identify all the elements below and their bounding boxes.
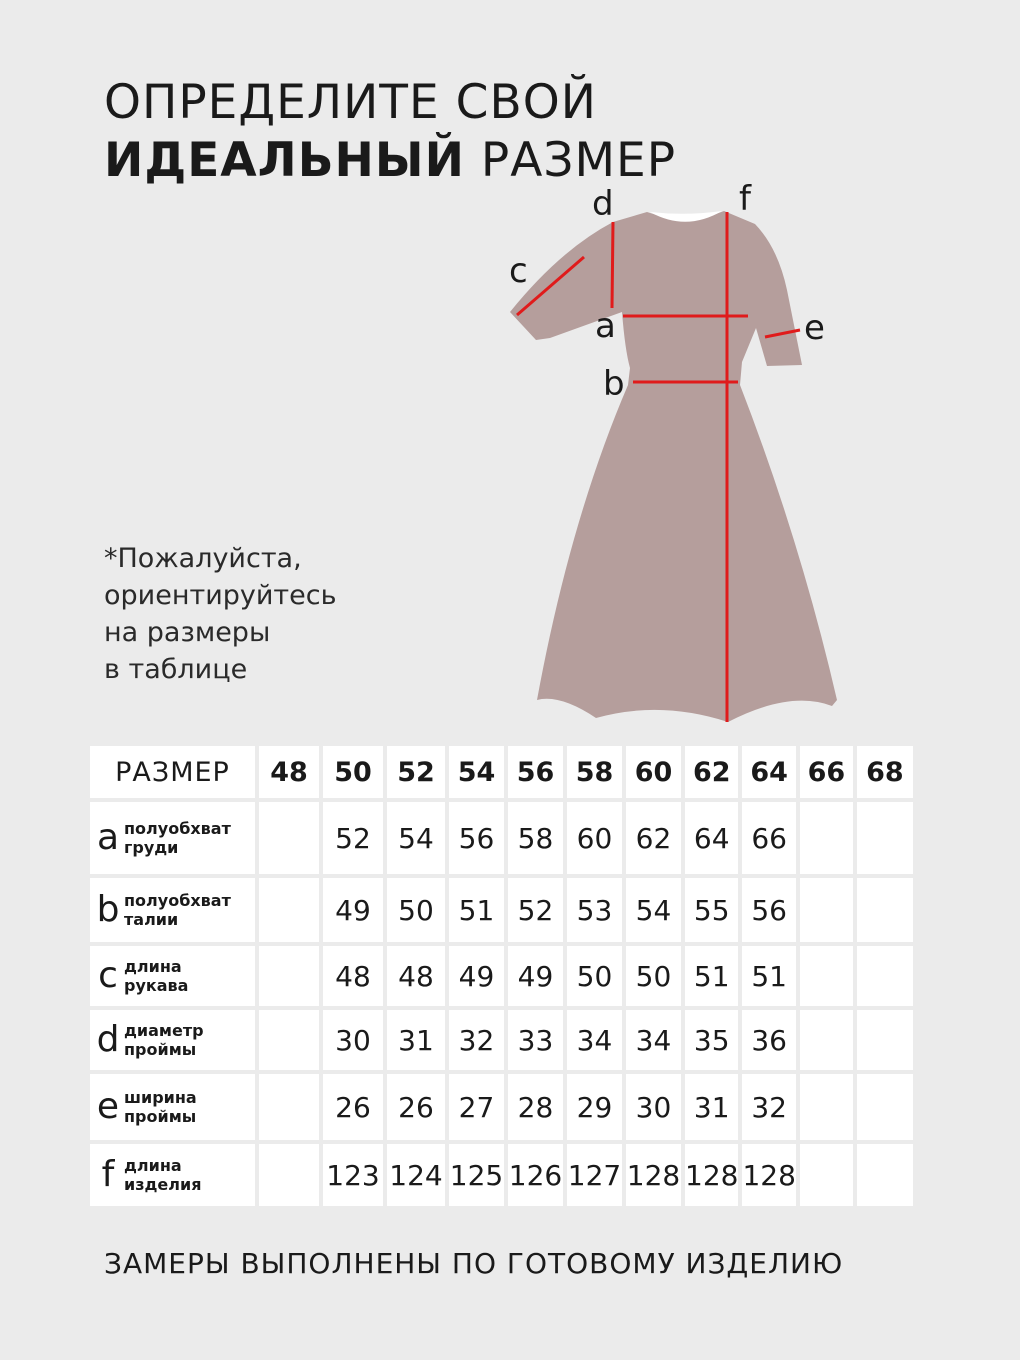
table-cell: 31 xyxy=(685,1074,738,1140)
row-label-inner xyxy=(90,891,255,929)
label-d: d xyxy=(592,184,614,224)
table-cell: 56 xyxy=(449,802,504,874)
note-line-2: ориентируйтесь xyxy=(104,580,337,611)
table-cell: 54 xyxy=(387,802,445,874)
size-table xyxy=(86,742,917,1210)
table-cell: 58 xyxy=(508,802,563,874)
note-line-4: в таблице xyxy=(104,654,248,685)
table-cell: 49 xyxy=(508,946,563,1006)
table-cell xyxy=(259,1144,319,1206)
row-label-inner xyxy=(90,1021,255,1059)
header-size: 64 xyxy=(742,746,795,798)
table-cell xyxy=(800,878,853,942)
table-cell xyxy=(857,878,913,942)
table-cell: 52 xyxy=(508,878,563,942)
table-cell: 36 xyxy=(742,1010,795,1070)
table-cell: 60 xyxy=(567,802,622,874)
row-label-inner xyxy=(90,957,255,995)
measure-line-d xyxy=(612,222,613,308)
row-letter: d xyxy=(96,1019,120,1060)
table-row xyxy=(90,946,913,1006)
header-size: 68 xyxy=(857,746,913,798)
row-letter: f xyxy=(101,1154,115,1195)
row-letter: a xyxy=(96,817,120,858)
row-name-line-2: изделия xyxy=(124,1175,202,1194)
table-cell: 32 xyxy=(449,1010,504,1070)
table-cell: 66 xyxy=(742,802,795,874)
table-cell: 50 xyxy=(567,946,622,1006)
table-cell: 29 xyxy=(567,1074,622,1140)
table-cell xyxy=(800,1144,853,1206)
row-name-line-2: рукава xyxy=(124,976,189,995)
row-name-line-1: полуобхват xyxy=(124,819,231,838)
header-size: 52 xyxy=(387,746,445,798)
footer-note: ЗАМЕРЫ ВЫПОЛНЕНЫ ПО ГОТОВОМУ ИЗДЕЛИЮ xyxy=(104,1247,844,1280)
table-row xyxy=(90,1010,913,1070)
note-line-1: *Пожалуйста, xyxy=(104,543,302,574)
label-b: b xyxy=(603,364,625,404)
table-cell xyxy=(800,946,853,1006)
row-name-line-1: длина xyxy=(124,957,182,976)
title-bold-word: ИДЕАЛЬНЫЙ xyxy=(104,133,465,188)
header-size: 56 xyxy=(508,746,563,798)
table-cell xyxy=(857,802,913,874)
table-cell: 34 xyxy=(626,1010,681,1070)
table-cell xyxy=(857,946,913,1006)
table-cell: 27 xyxy=(449,1074,504,1140)
header-size: 48 xyxy=(259,746,319,798)
table-cell: 48 xyxy=(323,946,383,1006)
table-cell xyxy=(800,1074,853,1140)
table-cell: 53 xyxy=(567,878,622,942)
table-cell xyxy=(259,1074,319,1140)
row-label xyxy=(90,946,255,1006)
row-letter: e xyxy=(96,1086,120,1127)
table-cell xyxy=(857,1144,913,1206)
table-cell: 34 xyxy=(567,1010,622,1070)
table-cell xyxy=(259,802,319,874)
row-name xyxy=(124,1088,197,1126)
table-cell: 49 xyxy=(449,946,504,1006)
table-cell: 30 xyxy=(626,1074,681,1140)
row-label xyxy=(90,802,255,874)
label-f: f xyxy=(739,179,751,219)
table-cell: 30 xyxy=(323,1010,383,1070)
table-row xyxy=(90,878,913,942)
table-cell xyxy=(800,1010,853,1070)
row-name xyxy=(124,819,231,857)
row-name-line-2: груди xyxy=(124,838,179,857)
table-cell: 56 xyxy=(742,878,795,942)
row-name xyxy=(124,1156,201,1194)
table-cell: 51 xyxy=(449,878,504,942)
table-cell: 64 xyxy=(685,802,738,874)
row-name-line-1: диаметр xyxy=(124,1021,204,1040)
row-label xyxy=(90,878,255,942)
row-label-inner xyxy=(90,1088,255,1126)
table-cell: 48 xyxy=(387,946,445,1006)
table-cell: 123 xyxy=(323,1144,383,1206)
row-name-line-1: полуобхват xyxy=(124,891,231,910)
label-e: e xyxy=(804,308,825,348)
title-rest-word: РАЗМЕР xyxy=(480,133,677,188)
row-label xyxy=(90,1144,255,1206)
table-cell: 52 xyxy=(323,802,383,874)
row-name xyxy=(124,1021,204,1059)
row-name-line-2: талии xyxy=(124,910,179,929)
table-cell: 126 xyxy=(508,1144,563,1206)
table-cell: 49 xyxy=(323,878,383,942)
table-row xyxy=(90,1074,913,1140)
row-name xyxy=(124,891,231,929)
title-line-1: ОПРЕДЕЛИТЕ СВОЙ xyxy=(104,75,597,130)
table-row xyxy=(90,802,913,874)
row-name-line-2: проймы xyxy=(124,1107,197,1126)
table-cell: 125 xyxy=(449,1144,504,1206)
label-a: a xyxy=(595,306,616,346)
table-cell: 33 xyxy=(508,1010,563,1070)
table-cell: 51 xyxy=(742,946,795,1006)
table-cell: 128 xyxy=(742,1144,795,1206)
row-letter: b xyxy=(96,889,120,930)
table-header-row xyxy=(90,746,913,798)
note-line-3: на размеры xyxy=(104,617,271,648)
table-cell: 128 xyxy=(685,1144,738,1206)
row-label-inner xyxy=(90,1156,255,1194)
table-row xyxy=(90,1144,913,1206)
table-cell: 28 xyxy=(508,1074,563,1140)
table-cell: 50 xyxy=(387,878,445,942)
table-cell: 35 xyxy=(685,1010,738,1070)
table-cell xyxy=(259,878,319,942)
table-cell xyxy=(259,1010,319,1070)
row-letter: c xyxy=(98,955,118,996)
header-size: 60 xyxy=(626,746,681,798)
table-cell: 26 xyxy=(323,1074,383,1140)
header-size: 50 xyxy=(323,746,383,798)
label-c: c xyxy=(509,251,528,291)
table-cell: 26 xyxy=(387,1074,445,1140)
table-cell xyxy=(800,802,853,874)
row-label xyxy=(90,1074,255,1140)
header-size: 62 xyxy=(685,746,738,798)
dress-silhouette xyxy=(510,211,837,722)
table-cell: 32 xyxy=(742,1074,795,1140)
row-label-inner xyxy=(90,819,255,857)
row-name xyxy=(124,957,188,995)
table-cell: 127 xyxy=(567,1144,622,1206)
row-label xyxy=(90,1010,255,1070)
table-cell: 62 xyxy=(626,802,681,874)
table-cell: 51 xyxy=(685,946,738,1006)
table-cell: 124 xyxy=(387,1144,445,1206)
table-cell: 128 xyxy=(626,1144,681,1206)
row-name-line-2: проймы xyxy=(124,1040,197,1059)
table-cell: 50 xyxy=(626,946,681,1006)
header-size: 66 xyxy=(800,746,853,798)
table-cell: 55 xyxy=(685,878,738,942)
table-cell xyxy=(259,946,319,1006)
table-cell: 31 xyxy=(387,1010,445,1070)
row-name-line-1: ширина xyxy=(124,1088,197,1107)
table-cell: 54 xyxy=(626,878,681,942)
row-name-line-1: длина xyxy=(124,1156,182,1175)
header-size: 54 xyxy=(449,746,504,798)
header-size-label: РАЗМЕР xyxy=(90,746,255,798)
table-cell xyxy=(857,1010,913,1070)
header-size: 58 xyxy=(567,746,622,798)
table-cell xyxy=(857,1074,913,1140)
